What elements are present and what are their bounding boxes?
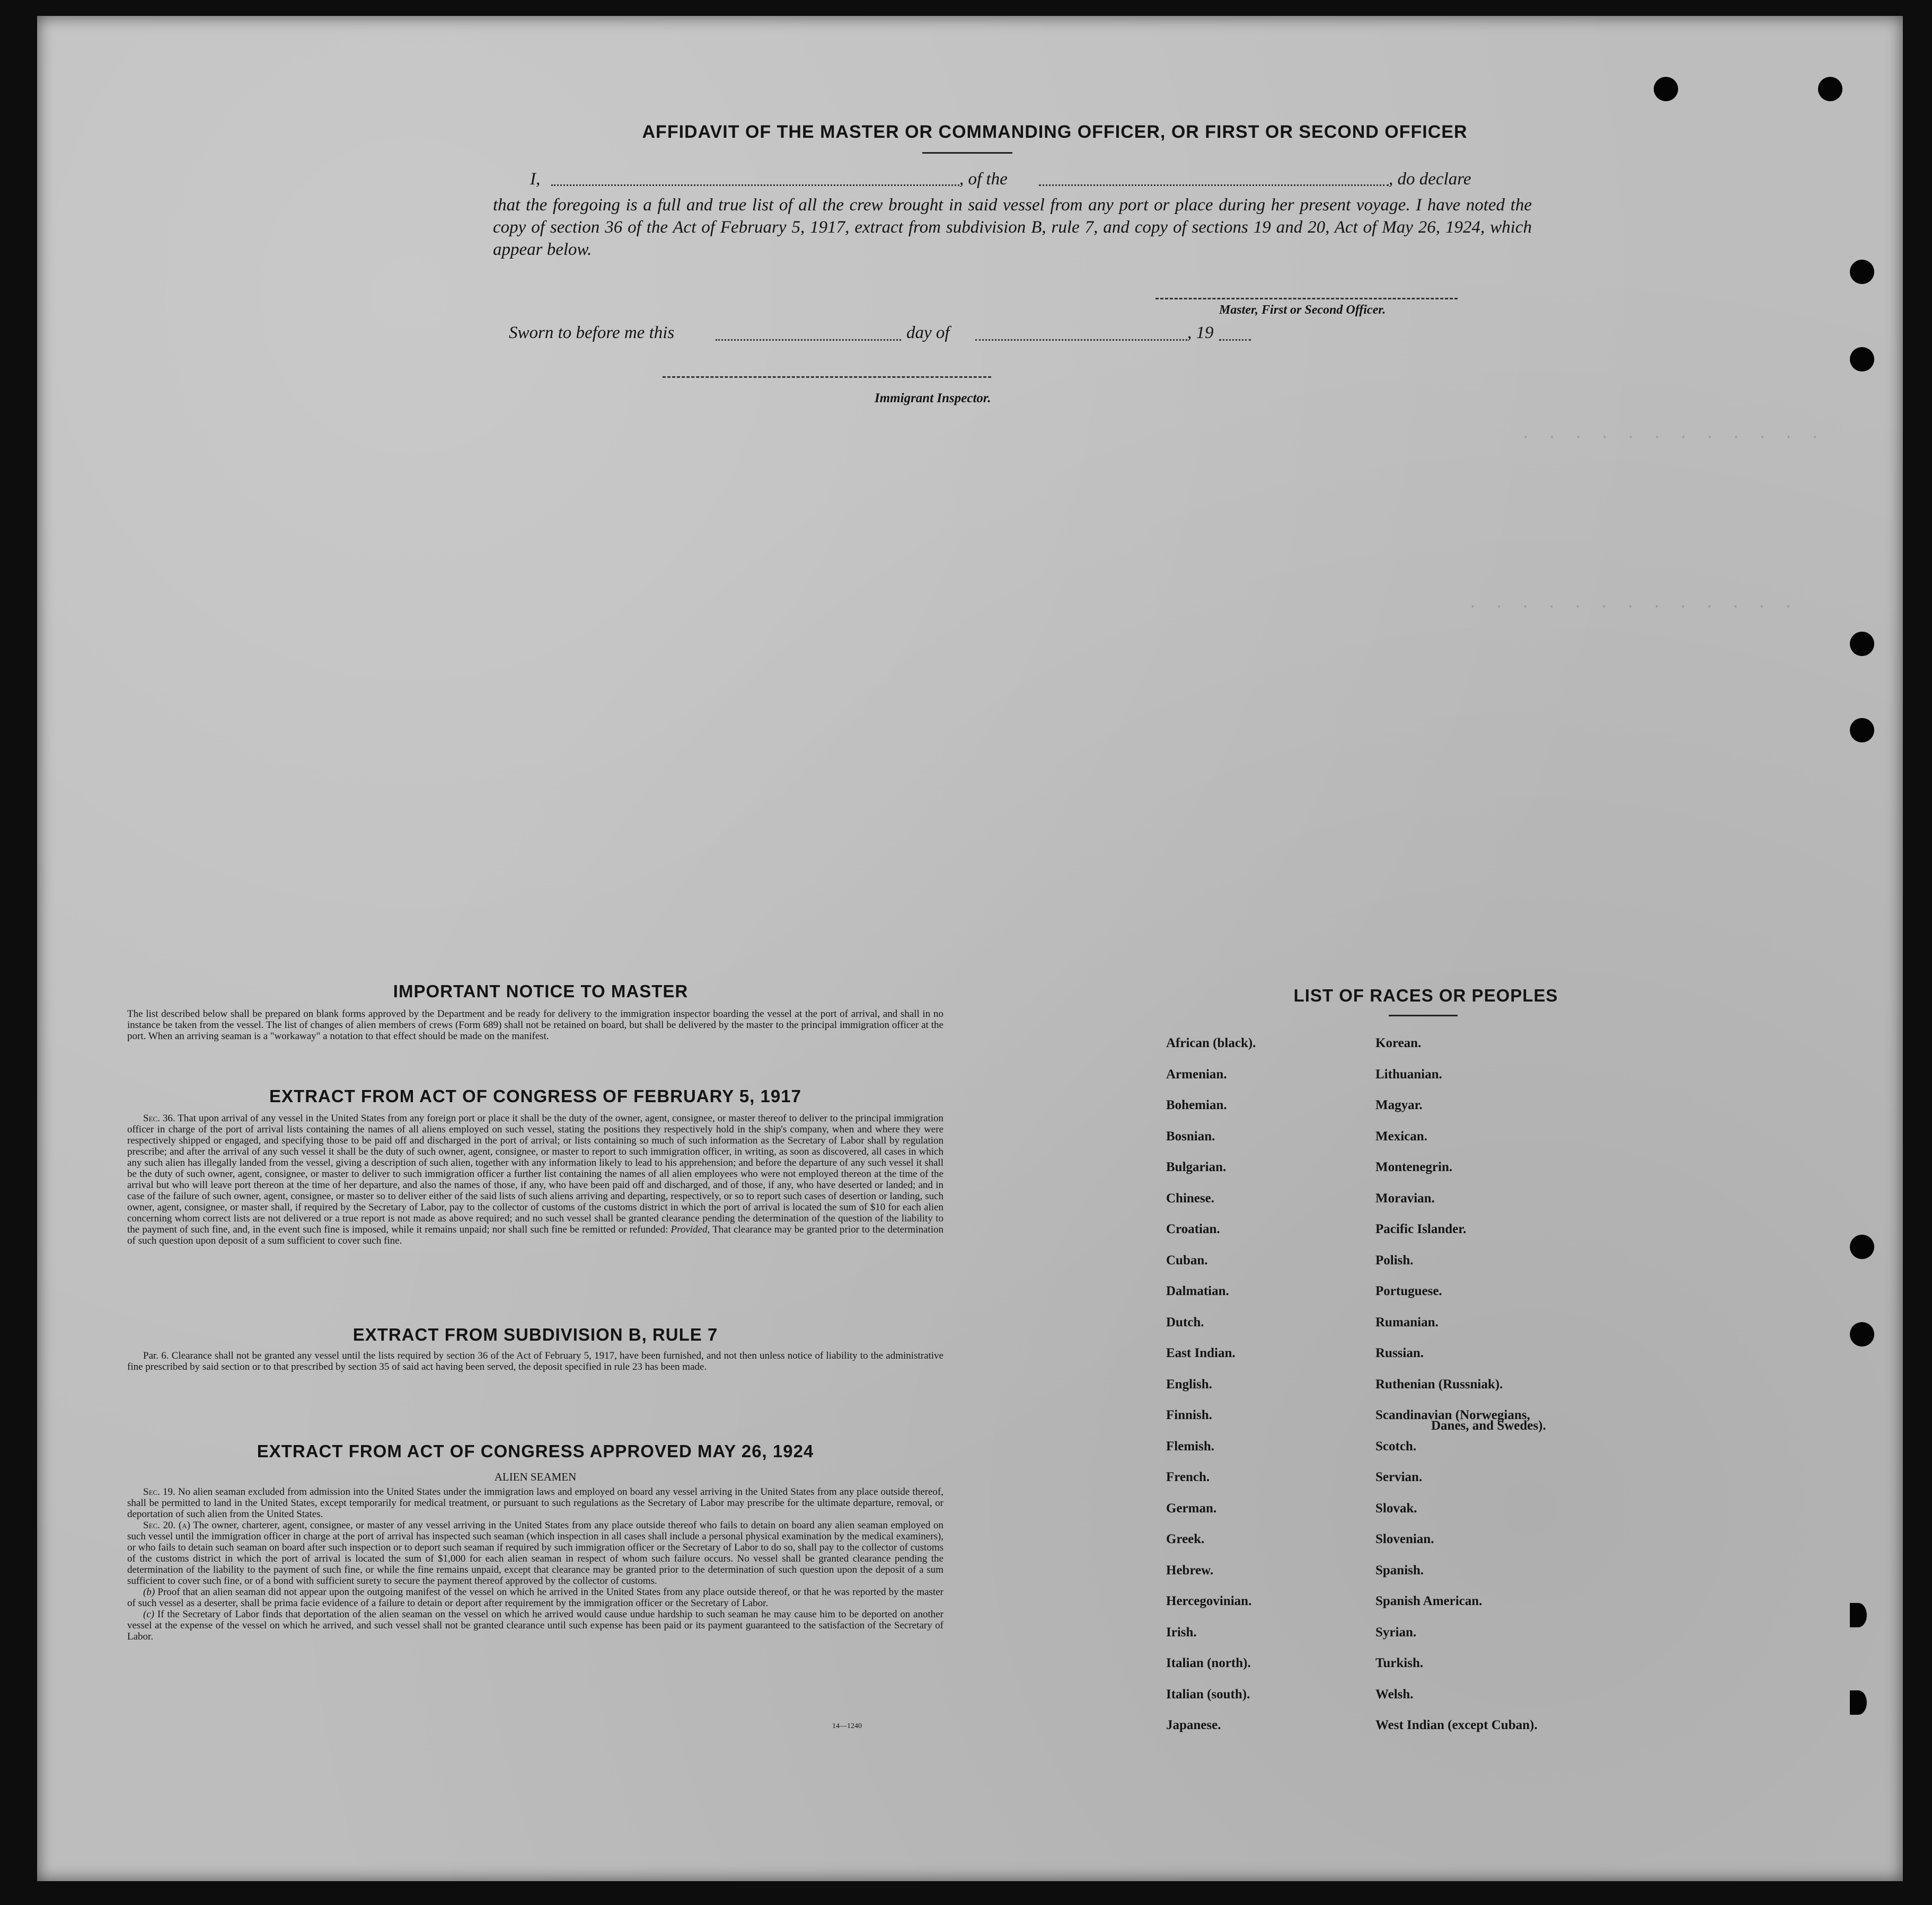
sworn-prefix: Sworn to before me this xyxy=(509,323,675,342)
binder-hole xyxy=(1850,1603,1867,1627)
race-item: Spanish. xyxy=(1375,1563,1424,1578)
race-item: Polish. xyxy=(1375,1253,1414,1268)
race-item: Japanese. xyxy=(1166,1718,1221,1732)
race-item: Montenegrin. xyxy=(1375,1160,1453,1174)
race-item: Dutch. xyxy=(1166,1315,1204,1330)
race-item: Flemish. xyxy=(1166,1439,1214,1454)
sec-19-label: Sec. 19. xyxy=(143,1486,175,1498)
inspector-label: Immigrant Inspector. xyxy=(875,391,991,405)
race-item: Croatian. xyxy=(1166,1222,1220,1236)
extract-1917-text xyxy=(127,1113,943,1246)
binder-hole xyxy=(1850,718,1874,742)
sworn-day-field[interactable] xyxy=(716,339,901,341)
sworn-year-label: , 19 xyxy=(1187,323,1214,342)
signature-field[interactable] xyxy=(1155,298,1458,299)
race-item: Portuguese. xyxy=(1375,1284,1442,1298)
race-item: Slovenian. xyxy=(1375,1532,1434,1546)
race-item: Bosnian. xyxy=(1166,1129,1215,1144)
declaration-line xyxy=(493,170,1532,192)
race-item: West Indian (except Cuban). xyxy=(1375,1718,1538,1732)
binder-hole xyxy=(1850,347,1874,371)
binder-hole xyxy=(1654,77,1678,101)
race-item: Hebrew. xyxy=(1166,1563,1214,1578)
race-item: Italian (north). xyxy=(1166,1656,1251,1670)
declarant-prefix: I, xyxy=(530,170,541,189)
affidavit-title: AFFIDAVIT OF THE MASTER OR COMMANDING OFFICER, OR FIRST OR SECOND OFFICER xyxy=(642,122,1468,142)
race-item: Scandinavian (Norwegians, xyxy=(1375,1408,1530,1422)
race-item: Rumanian. xyxy=(1375,1315,1439,1330)
extract-1924-text xyxy=(127,1486,943,1642)
race-item: Dalmatian. xyxy=(1166,1284,1229,1298)
alien-seamen-subtitle: ALIEN SEAMEN xyxy=(494,1470,577,1483)
sec-36-end: That clearance may be granted prior to the determination of such question upon deposit of a sum sufficient to cover such fine. xyxy=(127,1224,943,1246)
binder-hole xyxy=(1850,1690,1867,1715)
bleed-through-text: · · · · · · · · · · · · xyxy=(1521,429,1824,446)
document-page xyxy=(37,16,1903,1881)
sec-20-label: Sec. 20. (a) xyxy=(143,1520,190,1531)
race-item: Mexican. xyxy=(1375,1129,1427,1144)
race-item: Hercegovinian. xyxy=(1166,1594,1252,1608)
race-item: Magyar. xyxy=(1375,1098,1423,1112)
sworn-year-field[interactable] xyxy=(1219,339,1251,341)
binder-hole xyxy=(1850,1322,1874,1346)
extract-1924-title: EXTRACT FROM ACT OF CONGRESS APPROVED MAY 26, 1924 xyxy=(257,1441,814,1461)
race-item: Chinese. xyxy=(1166,1191,1214,1206)
sec-20c-body: If the Secretary of Labor finds that deportation of the alien seaman on the vessel on which he arrived would cause undue hardship to such seaman he may cause him to be deported on another vessel at the expense of the vessel on which he arrived, and such vessel shall not be granted clearance until such expense has been paid or its payment guaranteed to the satisfaction of the Secretary of Labor. xyxy=(127,1609,944,1642)
of-the-label: , of the xyxy=(959,170,1008,189)
bleed-through-text: · · · · · · · · · · · · · xyxy=(1468,599,1797,615)
race-item: Finnish. xyxy=(1166,1408,1212,1422)
race-item: Syrian. xyxy=(1375,1625,1417,1640)
race-item: Greek. xyxy=(1166,1532,1205,1546)
binder-hole xyxy=(1850,260,1874,284)
race-item: Irish. xyxy=(1166,1625,1197,1640)
vessel-name-field[interactable] xyxy=(1039,184,1389,186)
race-item: East Indian. xyxy=(1166,1346,1236,1360)
race-item: Bulgarian. xyxy=(1166,1160,1227,1174)
sec-20b-body: Proof that an alien seaman did not appear upon the outgoing manifest of the vessel on which he arrived in the United States from any place outside thereof, or that he was reported by the master of such vessel as a deserter, shall be prima facie evidence of a failure to detain or deport after requirement by the immigration officer or the Secretary of Labor. xyxy=(127,1587,943,1609)
sworn-month-field[interactable] xyxy=(975,339,1187,341)
race-item: Moravian. xyxy=(1375,1191,1435,1206)
sec-36-body: That upon arrival of any vessel in the United States from any foreign port or place it shall be the duty of the owner, agent, consignee, or master thereof to deliver to the principal immigration officer in charge of the port of arrival lists containing the names of all aliens employed on such vessel, stating the positions they respectively hold in the ship's company, when and where they were respectively shipped or engaged, and specifying those to be paid off and discharged in the port of arrival; or lists containing so much of such information as the Secretary of Labor shall by regulation prescribe; and after the arrival of any such vessel it shall be the duty of such owner, agent, consignee, or master to report to such immigration officer, in writing, as soon as discovered, all cases in which any such alien has illegally landed from the vessel, giving a description of such alien, together with any information likely to lead to his apprehension; and before the departure of any such vessel it shall be the duty of such owner, agent, consignee, or master to deliver to such immigration officer a further list containing the names of all alien employees who were not employed thereon at the time of the arrival but who will leave port thereon at the time of her departure, and also the names of those, if any, who have been paid off and discharged, and of those, if any, who have deserted or landed; and in case of the failure of such owner, agent, consignee, or master so to deliver either of the said lists of such aliens arriving and departing, respectively, or so to report such cases of desertion or landing, such owner, agent, consignee, or master shall, if required by the Secretary of Labor, pay to the collector of customs of the customs district in which the port of arrival is located the sum of $10 for each alien concerning whom correct lists are not delivered or a true report is not made as above required; and no such vessel shall be granted clearance pending the determination of the question of the liability to the payment of such fine, and, in the event such fine is imposed, while it remains unpaid; nor shall such fine be remitted or refunded: xyxy=(127,1113,943,1235)
race-item: African (black). xyxy=(1166,1036,1256,1050)
race-item: Armenian. xyxy=(1166,1067,1227,1082)
sec-20a-body: The owner, charterer, agent, consignee, or master of any vessel arriving in the United States from any place outside thereof who fails to detain on board any alien seaman employed on such vessel until the immigration officer in charge at the port of arrival has inspected such seaman (which inspection in all cases shall include a personal physical examination by the medical examiners), or who fails to detain such seaman on board after such inspection or to deport such seaman if required by such immigration officer or the Secretary of Labor to do so, shall pay to the collector of customs of the customs district in which the port of arrival is located the sum of $1,000 for each alien seaman in respect of whom such failure occurs. No vessel shall be granted clearance pending the determination of the liability to the payment of such fine, or while the fine remains unpaid, except that clearance may be granted prior to the determination of such question upon the deposit of a sum sufficient to cover such fine, or of a bond with sufficient surety to secure the payment thereof approved by the collector of customs. xyxy=(127,1520,943,1587)
race-item: French. xyxy=(1166,1470,1210,1484)
race-item: Korean. xyxy=(1375,1036,1422,1050)
sec-36-label: Sec. 36. xyxy=(143,1113,175,1124)
race-item: Turkish. xyxy=(1375,1656,1424,1670)
notice-title: IMPORTANT NOTICE TO MASTER xyxy=(393,981,689,1001)
scandinavian-continuation: Danes, and Swedes). xyxy=(1431,1419,1546,1433)
race-item: English. xyxy=(1166,1377,1212,1392)
sec-20b-label: (b) xyxy=(143,1587,155,1598)
race-item: German. xyxy=(1166,1501,1217,1516)
sec-19-body: No alien seaman excluded from admission into the United States under the immigration laws and employed on board any vessel arriving in the United States from any place outside thereof, shall be permitted to land in the United States, except temporarily for medical treatment, or pursuant to such regulations as the Secretary of Labor may prescribe for the ultimate departure, removal, or deportation of such alien from the United States. xyxy=(127,1486,944,1520)
affidavit-body: that the foregoing is a full and true list of all the crew brought in said vessel from any port or place during her present voyage. I have noted the copy of section 36 of the Act of February 5, 1917, extract from subdivision B, rule 7, and copy of sections 19 and 20, Act of May 26, 1924, which appear below. xyxy=(493,196,1532,259)
binder-hole xyxy=(1850,1235,1874,1259)
extract-1917-title: EXTRACT FROM ACT OF CONGRESS OF FEBRUARY 5, 1917 xyxy=(269,1086,801,1106)
race-item: Spanish American. xyxy=(1375,1594,1483,1608)
binder-hole xyxy=(1850,632,1874,656)
inspector-signature-field[interactable] xyxy=(663,376,991,378)
race-item: Russian. xyxy=(1375,1346,1424,1360)
form-number: 14—1240 xyxy=(832,1722,862,1730)
race-item: Servian. xyxy=(1375,1470,1423,1484)
race-item: Cuban. xyxy=(1166,1253,1208,1268)
subdivision-title: EXTRACT FROM SUBDIVISION B, RULE 7 xyxy=(352,1325,718,1344)
do-declare-label: , do declare xyxy=(1389,170,1471,189)
race-item: Slovak. xyxy=(1375,1501,1417,1516)
title-underline xyxy=(922,152,1012,154)
race-item: Italian (south). xyxy=(1166,1687,1250,1702)
sec-20c-label: (c) xyxy=(143,1609,155,1620)
races-title-underline xyxy=(1389,1015,1458,1016)
declarant-name-field[interactable] xyxy=(551,184,959,186)
race-item: Ruthenian (Russniak). xyxy=(1375,1377,1503,1392)
sworn-line xyxy=(509,323,1304,345)
signature-label: Master, First or Second Officer. xyxy=(1219,303,1386,317)
subdivision-body: Par. 6. Clearance shall not be granted any vessel until the lists required by section 36 of the Act of February 5, 1917, have been furnished, and not then unless notice of liability to the administrative fine prescribed by said section or to that prescribed by section 35 of said act having been served, the deposit specified in rule 23 has been made. xyxy=(127,1350,943,1372)
provided-word: Provided, xyxy=(671,1224,710,1235)
race-item: Welsh. xyxy=(1375,1687,1414,1702)
races-title: LIST OF RACES OR PEOPLES xyxy=(1293,986,1558,1005)
subdivision-text xyxy=(127,1350,943,1372)
binder-hole xyxy=(1818,77,1842,101)
race-item: Lithuanian. xyxy=(1375,1067,1442,1082)
race-item: Scotch. xyxy=(1375,1439,1417,1454)
sworn-day-label: day of xyxy=(906,323,950,342)
notice-text: The list described below shall be prepared on blank forms approved by the Department and be ready for delivery to the immigration inspector boarding the vessel at the port of arrival, and shall in no instance be taken from the vessel. The list of changes of alien members of crews (Form 689) shall not be retained on board, but shall be delivered by the master to the principal immigration officer at the port. When an arriving seaman is a "workaway" a notation to that effect should be made on the manifest. xyxy=(127,1008,943,1042)
race-item: Pacific Islander. xyxy=(1375,1222,1467,1236)
race-item: Bohemian. xyxy=(1166,1098,1227,1112)
